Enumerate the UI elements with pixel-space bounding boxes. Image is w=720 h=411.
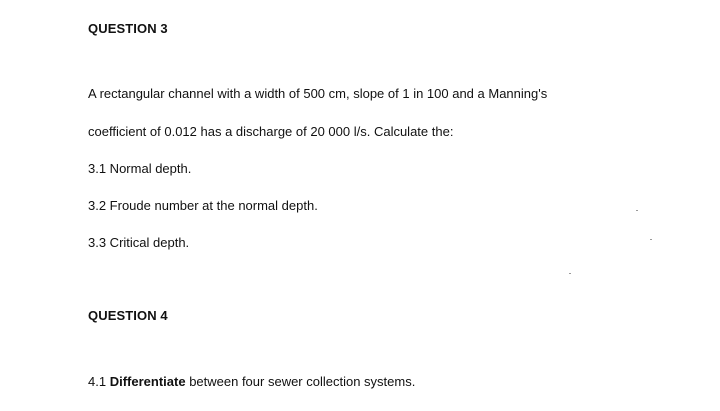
scan-speck <box>636 210 638 211</box>
question-4-heading: QUESTION 4 <box>88 308 168 323</box>
question-3-item-3: 3.3 Critical depth. <box>88 235 190 250</box>
question-4-item-1 <box>88 374 415 389</box>
question-3-item-2: 3.2 Froude number at the normal depth. <box>88 198 318 213</box>
scan-speck <box>650 239 652 240</box>
question-4-item-number: 4.1 <box>88 374 107 389</box>
question-3-intro-line-2: coefficient of 0.012 has a discharge of 20 000 l/s. Calculate the: <box>88 124 454 139</box>
question-4-item-text: between four sewer collection systems. <box>189 374 416 389</box>
question-4-item-emphasis: Differentiate <box>109 374 186 389</box>
question-3-intro-line-1: A rectangular channel with a width of 500 cm, slope of 1 in 100 and a Manning's <box>88 86 548 101</box>
scan-speck <box>569 273 571 274</box>
question-3-item-1: 3.1 Normal depth. <box>88 161 192 176</box>
question-3-heading: QUESTION 3 <box>88 21 168 36</box>
